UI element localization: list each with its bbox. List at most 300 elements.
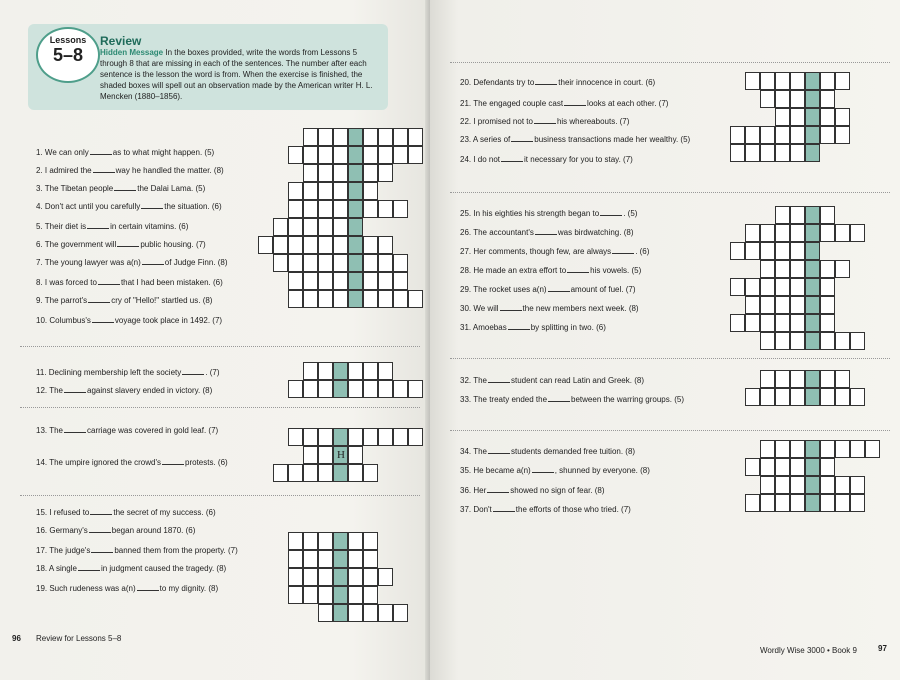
letter-box[interactable] xyxy=(835,370,850,388)
shaded-letter-box[interactable] xyxy=(333,464,348,482)
letter-box[interactable] xyxy=(790,126,805,144)
shaded-letter-box[interactable] xyxy=(805,332,820,350)
shaded-letter-box[interactable] xyxy=(348,218,363,236)
letter-box[interactable] xyxy=(790,370,805,388)
letter-box[interactable] xyxy=(820,332,835,350)
letter-box[interactable] xyxy=(745,224,760,242)
letter-box[interactable] xyxy=(288,550,303,568)
letter-box[interactable] xyxy=(790,458,805,476)
letter-box[interactable] xyxy=(318,532,333,550)
shaded-letter-box[interactable] xyxy=(348,290,363,308)
shaded-letter-box[interactable] xyxy=(805,494,820,512)
sentence-number: 3. xyxy=(36,184,45,193)
letter-box[interactable] xyxy=(850,494,865,512)
shaded-letter-box[interactable] xyxy=(333,586,348,604)
letter-box[interactable] xyxy=(333,200,348,218)
letter-box[interactable] xyxy=(378,200,393,218)
letter-box[interactable] xyxy=(318,128,333,146)
letter-box[interactable] xyxy=(318,362,333,380)
answer-blank xyxy=(92,322,114,323)
letter-box[interactable] xyxy=(760,314,775,332)
letter-box[interactable] xyxy=(820,476,835,494)
letter-box[interactable] xyxy=(378,236,393,254)
letter-box[interactable] xyxy=(318,446,333,464)
letter-box[interactable] xyxy=(363,362,378,380)
shaded-letter-box[interactable] xyxy=(333,550,348,568)
letter-box[interactable] xyxy=(303,532,318,550)
letter-box[interactable] xyxy=(775,440,790,458)
letter-box[interactable] xyxy=(273,236,288,254)
letter-box[interactable] xyxy=(378,568,393,586)
letter-box[interactable] xyxy=(408,146,423,164)
letter-box[interactable] xyxy=(775,242,790,260)
letter-box[interactable] xyxy=(288,586,303,604)
shaded-letter-box[interactable] xyxy=(805,440,820,458)
letter-box[interactable] xyxy=(790,332,805,350)
letter-box[interactable] xyxy=(760,278,775,296)
lesson-number: (6) xyxy=(205,508,216,517)
letter-box[interactable] xyxy=(288,290,303,308)
letter-box[interactable] xyxy=(730,126,745,144)
shaded-letter-box[interactable] xyxy=(348,182,363,200)
letter-box[interactable] xyxy=(790,440,805,458)
letter-box[interactable] xyxy=(775,494,790,512)
letter-box[interactable] xyxy=(393,272,408,290)
letter-box[interactable] xyxy=(760,440,775,458)
letter-box[interactable] xyxy=(760,90,775,108)
letter-box[interactable] xyxy=(790,108,805,126)
shaded-letter-box[interactable] xyxy=(805,476,820,494)
letter-box[interactable] xyxy=(408,428,423,446)
sentence-part-b: students demanded free tuition. xyxy=(511,447,626,456)
letter-box[interactable] xyxy=(333,182,348,200)
letter-box[interactable] xyxy=(288,568,303,586)
shaded-letter-box[interactable] xyxy=(348,164,363,182)
answer-blank xyxy=(548,291,570,292)
sentence-part-b: . xyxy=(623,209,628,218)
letter-box[interactable] xyxy=(820,370,835,388)
letter-box[interactable] xyxy=(288,380,303,398)
letter-box[interactable] xyxy=(775,388,790,406)
letter-box[interactable] xyxy=(790,388,805,406)
letter-box[interactable] xyxy=(333,254,348,272)
letter-box[interactable] xyxy=(820,260,835,278)
letter-box[interactable] xyxy=(348,464,363,482)
letter-box[interactable] xyxy=(775,332,790,350)
letter-box[interactable] xyxy=(745,296,760,314)
letter-box[interactable] xyxy=(760,144,775,162)
letter-box[interactable] xyxy=(303,428,318,446)
letter-box[interactable] xyxy=(760,476,775,494)
letter-box[interactable] xyxy=(790,476,805,494)
letter-box[interactable] xyxy=(408,290,423,308)
sentence-part-b: between the warring groups. xyxy=(571,395,675,404)
shaded-letter-box[interactable] xyxy=(805,278,820,296)
letter-box[interactable] xyxy=(850,332,865,350)
answer-blank xyxy=(64,432,86,433)
letter-box[interactable] xyxy=(820,206,835,224)
letter-box[interactable] xyxy=(378,254,393,272)
sentence-number: 9. xyxy=(36,296,45,305)
letter-box[interactable] xyxy=(775,476,790,494)
sentence-14 xyxy=(36,458,228,467)
letter-box[interactable] xyxy=(820,224,835,242)
shaded-letter-box[interactable] xyxy=(805,206,820,224)
letter-box[interactable] xyxy=(393,380,408,398)
letter-box[interactable] xyxy=(775,72,790,90)
letter-box[interactable] xyxy=(760,458,775,476)
letter-box[interactable] xyxy=(303,218,318,236)
letter-box[interactable] xyxy=(303,164,318,182)
section-divider xyxy=(20,407,420,408)
letter-box[interactable] xyxy=(363,290,378,308)
shaded-letter-box[interactable] xyxy=(348,200,363,218)
letter-box[interactable] xyxy=(378,362,393,380)
shaded-letter-box[interactable] xyxy=(805,314,820,332)
letter-box[interactable] xyxy=(363,586,378,604)
letter-box[interactable] xyxy=(760,72,775,90)
letter-box[interactable] xyxy=(348,550,363,568)
letter-box[interactable] xyxy=(378,146,393,164)
letter-box[interactable] xyxy=(730,278,745,296)
letter-box[interactable] xyxy=(745,242,760,260)
lesson-number: (8) xyxy=(623,228,634,237)
letter-box[interactable] xyxy=(318,464,333,482)
letter-box[interactable] xyxy=(318,568,333,586)
letter-box[interactable] xyxy=(775,370,790,388)
shaded-letter-box[interactable] xyxy=(805,72,820,90)
letter-box[interactable] xyxy=(835,126,850,144)
letter-box[interactable] xyxy=(288,254,303,272)
sentence-part-b: the new members next week. xyxy=(522,304,629,313)
letter-box[interactable] xyxy=(820,108,835,126)
letter-box[interactable] xyxy=(790,224,805,242)
answer-blank xyxy=(500,310,522,311)
letter-box[interactable] xyxy=(303,362,318,380)
shaded-letter-box[interactable] xyxy=(333,428,348,446)
letter-box[interactable] xyxy=(273,464,288,482)
letter-box[interactable] xyxy=(258,236,273,254)
letter-box[interactable] xyxy=(745,388,760,406)
letter-box[interactable] xyxy=(775,224,790,242)
letter-box[interactable] xyxy=(303,254,318,272)
letter-box[interactable] xyxy=(378,164,393,182)
letter-box[interactable] xyxy=(273,254,288,272)
letter-box[interactable] xyxy=(820,458,835,476)
letter-box[interactable] xyxy=(318,604,333,622)
letter-box[interactable] xyxy=(835,440,850,458)
shaded-letter-box[interactable] xyxy=(333,568,348,586)
letter-box[interactable] xyxy=(408,380,423,398)
letter-box[interactable] xyxy=(303,236,318,254)
letter-box[interactable] xyxy=(775,108,790,126)
letter-box[interactable] xyxy=(393,254,408,272)
letter-box[interactable] xyxy=(730,242,745,260)
sentence-number: 28. xyxy=(460,266,474,275)
letter-box[interactable] xyxy=(393,128,408,146)
letter-box[interactable] xyxy=(790,206,805,224)
letter-box[interactable] xyxy=(318,182,333,200)
shaded-letter-box[interactable] xyxy=(805,370,820,388)
letter-box[interactable] xyxy=(318,218,333,236)
letter-box[interactable] xyxy=(378,290,393,308)
letter-box[interactable] xyxy=(288,200,303,218)
letter-box[interactable] xyxy=(760,388,775,406)
sentence-number: 16. xyxy=(36,526,50,535)
letter-box[interactable] xyxy=(790,242,805,260)
shaded-letter-box[interactable] xyxy=(348,236,363,254)
letter-box[interactable] xyxy=(393,290,408,308)
letter-box[interactable] xyxy=(303,272,318,290)
shaded-letter-box[interactable] xyxy=(348,146,363,164)
letter-box[interactable] xyxy=(835,332,850,350)
letter-box[interactable] xyxy=(303,182,318,200)
letter-box[interactable] xyxy=(318,146,333,164)
letter-box[interactable] xyxy=(850,388,865,406)
letter-box[interactable] xyxy=(318,380,333,398)
letter-box[interactable] xyxy=(318,200,333,218)
letter-box[interactable] xyxy=(820,90,835,108)
letter-box[interactable] xyxy=(303,586,318,604)
letter-box[interactable] xyxy=(835,224,850,242)
shaded-letter-box[interactable] xyxy=(805,260,820,278)
lesson-number: (8) xyxy=(213,166,224,175)
letter-box[interactable] xyxy=(775,260,790,278)
letter-box[interactable] xyxy=(288,218,303,236)
shaded-letter-box[interactable] xyxy=(805,144,820,162)
letter-box[interactable] xyxy=(348,428,363,446)
right-page-number: 97 xyxy=(878,644,887,653)
letter-box[interactable] xyxy=(730,144,745,162)
lesson-badge-word: Lessons xyxy=(49,35,87,45)
letter-box[interactable] xyxy=(790,144,805,162)
letter-box[interactable] xyxy=(318,164,333,182)
letter-box[interactable] xyxy=(363,550,378,568)
letter-box[interactable] xyxy=(333,128,348,146)
letter-box[interactable] xyxy=(273,218,288,236)
shaded-letter-box[interactable] xyxy=(805,126,820,144)
letter-box[interactable] xyxy=(363,128,378,146)
sentence-31 xyxy=(460,323,606,332)
shaded-letter-box[interactable] xyxy=(348,254,363,272)
shaded-letter-box[interactable] xyxy=(805,388,820,406)
letter-box[interactable] xyxy=(393,604,408,622)
letter-box[interactable] xyxy=(303,446,318,464)
letter-box[interactable] xyxy=(363,532,378,550)
letter-box[interactable] xyxy=(820,494,835,512)
letter-box[interactable] xyxy=(333,290,348,308)
shaded-letter-box[interactable] xyxy=(805,108,820,126)
letter-box[interactable] xyxy=(303,146,318,164)
letter-box[interactable] xyxy=(348,532,363,550)
letter-box[interactable] xyxy=(318,550,333,568)
letter-box[interactable] xyxy=(303,550,318,568)
letter-box[interactable] xyxy=(745,126,760,144)
letter-box[interactable] xyxy=(363,236,378,254)
sentence-7 xyxy=(36,258,228,267)
letter-box[interactable] xyxy=(378,380,393,398)
sentence-part-a: Amoebas xyxy=(472,323,507,332)
sentence-part-a: The xyxy=(49,386,63,395)
shaded-letter-box[interactable] xyxy=(333,362,348,380)
letter-box[interactable] xyxy=(288,272,303,290)
letter-box[interactable] xyxy=(288,146,303,164)
letter-box[interactable] xyxy=(850,224,865,242)
letter-box[interactable] xyxy=(363,568,378,586)
letter-box[interactable] xyxy=(363,464,378,482)
letter-box[interactable] xyxy=(333,218,348,236)
letter-box[interactable] xyxy=(790,494,805,512)
shaded-letter-box[interactable] xyxy=(333,604,348,622)
letter-box[interactable] xyxy=(745,314,760,332)
letter-box[interactable] xyxy=(820,296,835,314)
letter-box[interactable] xyxy=(288,532,303,550)
letter-box[interactable] xyxy=(318,272,333,290)
letter-box[interactable] xyxy=(760,224,775,242)
letter-box[interactable] xyxy=(393,200,408,218)
letter-box[interactable] xyxy=(393,428,408,446)
letter-box[interactable] xyxy=(303,128,318,146)
letter-box[interactable] xyxy=(288,464,303,482)
shaded-letter-box[interactable] xyxy=(348,128,363,146)
letter-box[interactable] xyxy=(363,146,378,164)
letter-box[interactable] xyxy=(835,108,850,126)
letter-box[interactable] xyxy=(835,72,850,90)
letter-box[interactable] xyxy=(378,428,393,446)
letter-box[interactable] xyxy=(850,440,865,458)
letter-box[interactable] xyxy=(790,278,805,296)
letter-box[interactable] xyxy=(348,362,363,380)
letter-box[interactable] xyxy=(348,380,363,398)
letter-box[interactable] xyxy=(790,260,805,278)
letter-box[interactable] xyxy=(820,278,835,296)
shaded-letter-box[interactable] xyxy=(805,90,820,108)
letter-box[interactable] xyxy=(745,278,760,296)
letter-box[interactable] xyxy=(760,126,775,144)
letter-box[interactable] xyxy=(303,464,318,482)
letter-box[interactable] xyxy=(835,494,850,512)
letter-box[interactable] xyxy=(333,236,348,254)
letter-box[interactable] xyxy=(760,296,775,314)
letter-box[interactable] xyxy=(775,458,790,476)
letter-box[interactable] xyxy=(318,254,333,272)
answer-blank xyxy=(114,190,136,191)
letter-box[interactable] xyxy=(820,388,835,406)
letter-box[interactable] xyxy=(378,272,393,290)
letter-box[interactable] xyxy=(333,272,348,290)
sentence-part-a: The parrot's xyxy=(44,296,88,305)
letter-box[interactable] xyxy=(745,144,760,162)
letter-box[interactable] xyxy=(760,494,775,512)
letter-box[interactable] xyxy=(760,332,775,350)
shaded-letter-box[interactable] xyxy=(805,224,820,242)
letter-box[interactable] xyxy=(348,446,363,464)
shaded-letter-box[interactable] xyxy=(333,380,348,398)
letter-box[interactable] xyxy=(363,428,378,446)
letter-box[interactable] xyxy=(790,314,805,332)
letter-box[interactable] xyxy=(775,90,790,108)
shaded-letter-box[interactable] xyxy=(805,296,820,314)
letter-box[interactable] xyxy=(820,440,835,458)
letter-box[interactable] xyxy=(363,380,378,398)
letter-box[interactable] xyxy=(790,296,805,314)
letter-box[interactable] xyxy=(745,494,760,512)
letter-box[interactable] xyxy=(363,164,378,182)
letter-box[interactable] xyxy=(303,568,318,586)
letter-box[interactable] xyxy=(790,72,805,90)
letter-box[interactable] xyxy=(378,128,393,146)
letter-box[interactable] xyxy=(820,314,835,332)
letter-box[interactable] xyxy=(378,604,393,622)
letter-box[interactable] xyxy=(775,314,790,332)
letter-box[interactable] xyxy=(363,200,378,218)
letter-box[interactable] xyxy=(820,126,835,144)
letter-box[interactable] xyxy=(333,146,348,164)
letter-box[interactable] xyxy=(835,260,850,278)
letter-box[interactable] xyxy=(333,164,348,182)
letter-box[interactable] xyxy=(775,278,790,296)
shaded-letter-box[interactable] xyxy=(333,532,348,550)
letter-box[interactable] xyxy=(318,586,333,604)
shaded-letter-box[interactable] xyxy=(333,446,348,464)
letter-box[interactable] xyxy=(393,146,408,164)
letter-box[interactable] xyxy=(363,254,378,272)
letter-box[interactable] xyxy=(318,290,333,308)
left-page xyxy=(0,0,440,680)
lesson-number: (8) xyxy=(202,386,213,395)
letter-box[interactable] xyxy=(790,90,805,108)
letter-box[interactable] xyxy=(745,458,760,476)
letter-box[interactable] xyxy=(288,428,303,446)
letter-box[interactable] xyxy=(363,604,378,622)
letter-box[interactable] xyxy=(730,314,745,332)
letter-box[interactable] xyxy=(865,440,880,458)
letter-box[interactable] xyxy=(348,568,363,586)
shaded-letter-box[interactable] xyxy=(805,458,820,476)
sentence-10 xyxy=(36,316,222,325)
letter-box[interactable] xyxy=(835,388,850,406)
letter-box[interactable] xyxy=(775,126,790,144)
sentence-23 xyxy=(460,135,690,144)
letter-box[interactable] xyxy=(318,236,333,254)
letter-box[interactable] xyxy=(348,586,363,604)
letter-box[interactable] xyxy=(303,200,318,218)
letter-box[interactable] xyxy=(348,604,363,622)
letter-box[interactable] xyxy=(288,182,303,200)
letter-box[interactable] xyxy=(760,242,775,260)
letter-box[interactable] xyxy=(318,428,333,446)
letter-box[interactable] xyxy=(745,72,760,90)
letter-box[interactable] xyxy=(760,260,775,278)
shaded-letter-box[interactable] xyxy=(348,272,363,290)
letter-box[interactable] xyxy=(303,290,318,308)
letter-box[interactable] xyxy=(760,370,775,388)
letter-box[interactable] xyxy=(363,182,378,200)
letter-box[interactable] xyxy=(408,128,423,146)
letter-box[interactable] xyxy=(288,236,303,254)
letter-box[interactable] xyxy=(820,72,835,90)
right-page xyxy=(430,0,900,680)
letter-box[interactable] xyxy=(775,206,790,224)
shaded-letter-box[interactable] xyxy=(805,242,820,260)
letter-box[interactable] xyxy=(303,380,318,398)
letter-box[interactable] xyxy=(835,476,850,494)
section-divider xyxy=(20,495,420,496)
letter-box[interactable] xyxy=(850,476,865,494)
letter-box[interactable] xyxy=(775,296,790,314)
letter-box[interactable] xyxy=(363,272,378,290)
letter-box[interactable] xyxy=(775,144,790,162)
